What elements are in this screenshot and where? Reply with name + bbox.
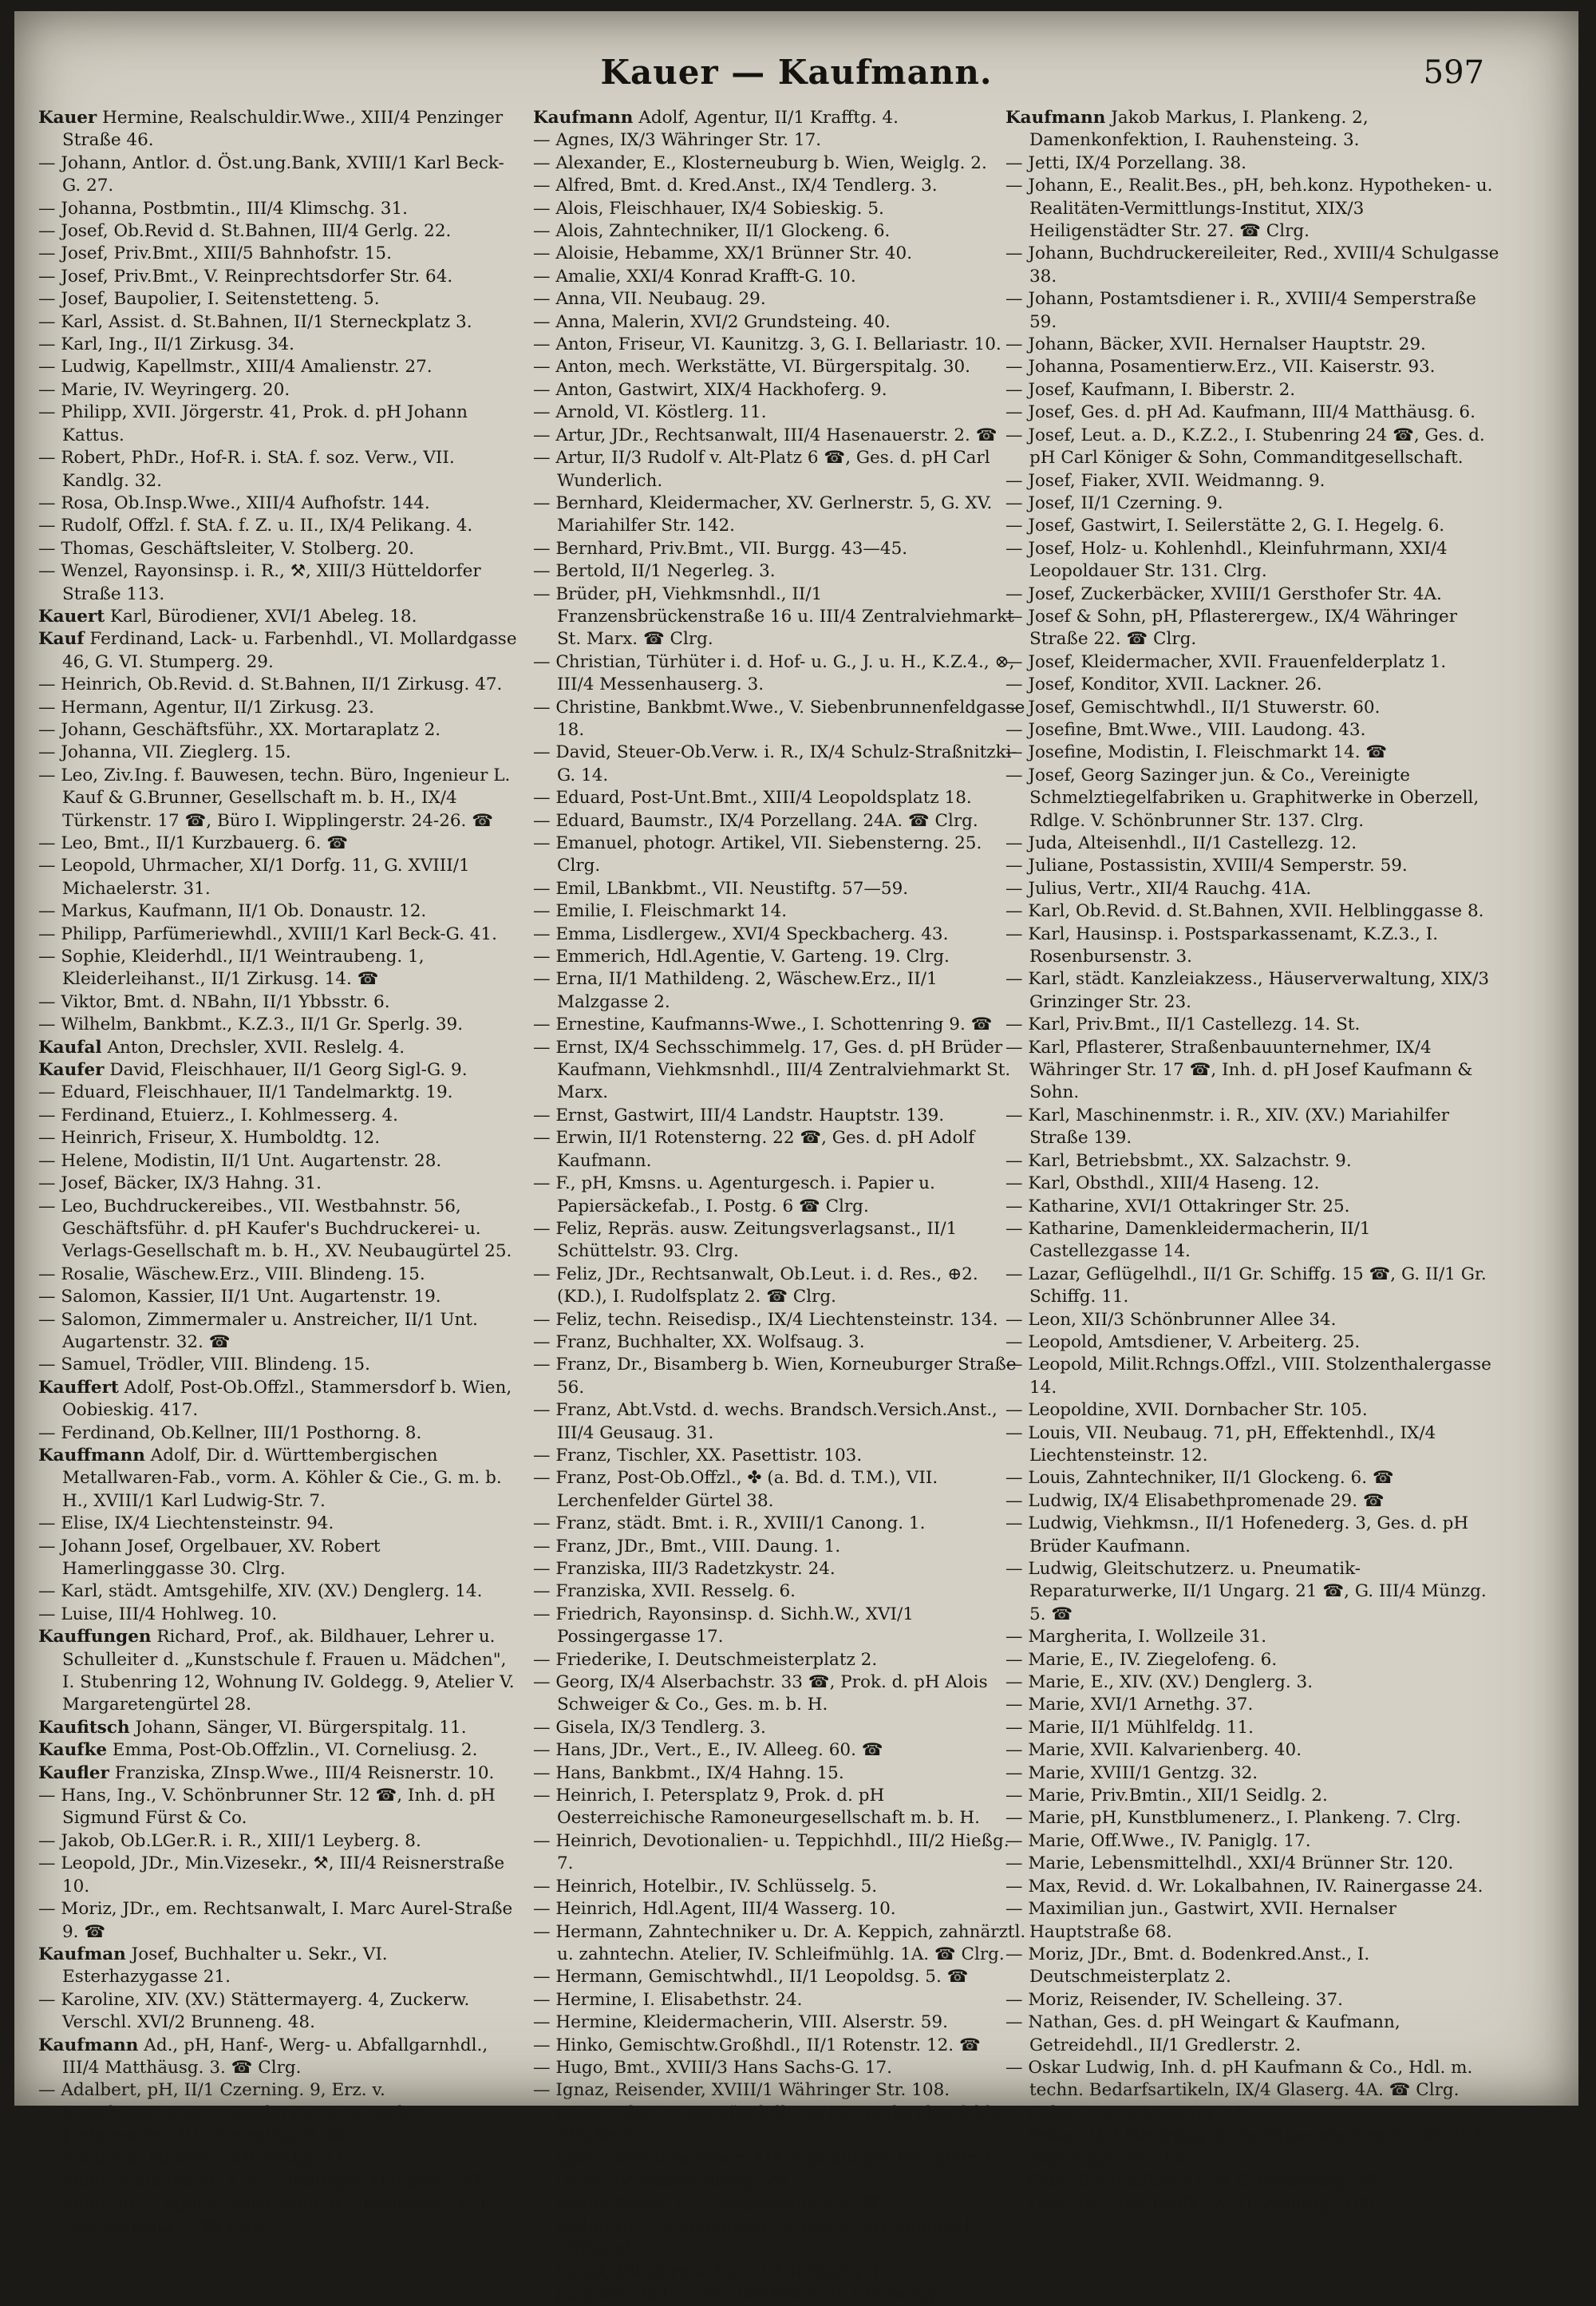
directory-entry: — Johann, Bäcker, XVII. Hernalser Hauptstr. 29. [1005, 334, 1426, 355]
directory-entry: Kaufal Anton, Drechsler, XVII. Reslelg. 4. [38, 1037, 405, 1058]
directory-entry: — Hugo, Bmt., XVIII/3 Hans Sachs-G. 17. [533, 2057, 892, 2078]
surname-headword: Kaufal [38, 1037, 102, 1058]
directory-entry: — Ludwig, Viehkmsn., II/1 Hofenederg. 3, Ges. d. pH Brüder Kaufmann. [1005, 1513, 1469, 1556]
directory-entry: — Josef & Sohn, pH, Pflasterergew., IX/4 Währinger Straße 22. ☎ Clrg. [1005, 606, 1457, 650]
directory-entry: — Alfred, Bmt. d. Kred.Anst., IX/4 Tendlerg. 3. [533, 176, 938, 196]
directory-entry: — Ignaz, Reisender, XVIII/1 Währinger Str. 108. [533, 2080, 950, 2101]
directory-entry: — Hans, Bankbmt., IX/4 Hahng. 15. [533, 1762, 844, 1783]
directory-entry: — Leopold, JDr., Min.Vizesekr., ⚒, III/4 Reisnerstraße 10. [38, 1853, 505, 1897]
directory-entry: — Johanna, VII. Zieglerg. 15. [38, 742, 291, 763]
directory-entry: — Josef, Baupolier, I. Seitenstetteng. 5. [38, 289, 380, 310]
directory-entry: — Franz, Abt.Vstd. d. wechs. Brandsch.Versich.Anst., III/4 Geusaug. 31. [533, 1400, 998, 1443]
directory-entry: — F., pH, Kmsns. u. Agenturgesch. i. Papier u. Papiersäckefab., I. Postg. 6 ☎ Clrg. [533, 1173, 935, 1216]
directory-entry: — Hermine, Kleidermacherin, VIII. Alserstr. 59. [533, 2012, 948, 2033]
directory-entry: — Josef, Leut. a. D., K.Z.2., I. Stubenring 24 ☎, Ges. d. pH Carl Königer & Sohn, Commanditgesellschaft. [1005, 425, 1485, 469]
directory-entry: — Josef, Holz- u. Kohlenhdl., Kleinfuhrmann, XXI/4 Leopoldauer Str. 131. Clrg. [1005, 538, 1448, 582]
directory-entry: — Johann Josef, Orgelbauer, XV. Robert Hamerlinggasse 30. Clrg. [38, 1536, 381, 1579]
directory-entry: — Franz, Tischler, XX. Pasettistr. 103. [533, 1445, 863, 1465]
directory-entry: — Rosa, Ob.Insp.Wwe., XIII/4 Aufhofstr. 144. [38, 492, 430, 513]
directory-entry: — Hinko, Gemischtw.Großhdl., II/1 Rotenstr. 12. ☎ [533, 2035, 981, 2055]
directory-entry: — Eduard, Post-Unt.Bmt., XIII/4 Leopoldsplatz 18. [533, 788, 972, 809]
directory-entry: — Emilie, I. Fleischmarkt 14. [533, 901, 788, 922]
directory-entry: — Karl, Hausinsp. i. Postsparkassenamt, K.Z.3., I. Rosenbursenstr. 3. [1005, 924, 1439, 967]
directory-entry: — Marie, Off.Wwe., IV. Paniglg. 17. [1005, 1830, 1311, 1851]
directory-entry: — Karl, Priv.Bmt., II/1 Castellezg. 14. St. [1005, 1015, 1361, 1035]
surname-headword: Kauf [38, 629, 85, 650]
directory-entry: — Leopold, Milit.Rchngs.Offzl., VIII. Stolzenthalergasse 14. [1005, 1355, 1491, 1398]
directory-entry: — Marie, XVI/1 Arnethg. 37. [1005, 1695, 1254, 1715]
directory-entry: — Marie, Priv.Bmtin., XII/1 Seidlg. 2. [1005, 1786, 1328, 1806]
directory-entry: — Heinrich, Friseur, X. Humboldtg. 12. [38, 1128, 381, 1149]
directory-entry: — Juliane, Postassistin, XVIII/4 Semperstr. 59. [1005, 856, 1408, 876]
directory-entry: — Heinrich, Hdl.Agent, III/4 Wasserg. 10. [533, 1899, 896, 1920]
directory-entry: — Adolf, Amtsdiener, XIX/1 Döblinger Hauptstr. 20. [38, 2170, 486, 2191]
directory-entry: — Agnes, IX/3 Währinger Str. 17. [533, 130, 822, 151]
directory-entry: — Hans, JDr., Vert., E., IV. Alleeg. 60. ☎ [533, 1740, 883, 1761]
directory-entry: — Karl, Pflasterer, Straßenbauunternehmer, IX/4 Währinger Str. 17 ☎, Inh. d. pH Josef Kaufmann & Sohn. [1005, 1037, 1473, 1103]
directory-entry: — Marie, XVIII/1 Gentzg. 32. [1005, 1762, 1258, 1783]
directory-entry: Kaufmann Adolf, Agentur, II/1 Krafftg. 4. [533, 108, 899, 128]
directory-entry: — Karoline, XIV. (XV.) Stättermayerg. 4, Zuckerw. Verschl. XVI/2 Brunneng. 48. [38, 1989, 470, 2033]
directory-entry: — Franz, Buchhalter, XX. Wolfsaug. 3. [533, 1331, 865, 1352]
directory-entry: Kauf Ferdinand, Lack- u. Farbenhdl., VI. Mollardgasse 46, G. VI. Stumperg. 29. [38, 629, 517, 672]
directory-entry: — Wenzel, Rayonsinsp. i. R., ⚒, XIII/3 Hütteldorfer Straße 113. [38, 561, 481, 604]
directory-entry: — Nathan, Ges. d. pH Weingart & Kaufmann, Getreidehdl., II/1 Gredlerstr. 2. [1005, 2012, 1400, 2055]
directory-entry: — Friedrich, Rayonsinsp. d. Sichh.W., XVI/1 Possingergasse 17. [533, 1604, 914, 1647]
directory-entry: — Brüder, pH, Viehkmsnhdl., II/1 Franzensbrückenstraße 16 u. III/4 Zentralviehmarkt St. Marx. ☎ Clrg. [533, 583, 1014, 650]
directory-entry: — Amalie, XXI/4 Konrad Krafft-G. 10. [533, 266, 856, 287]
directory-entry: — Franz, städt. Bmt. i. R., XVIII/1 Canong. 1. [533, 1513, 926, 1534]
directory-entry: — Emanuel, photogr. Artikel, VII. Siebensterng. 25. Clrg. [533, 833, 982, 876]
directory-entry: — Hans, Ing., V. Schönbrunner Str. 12 ☎, Inh. d. pH Sigmund Fürst & Co. [38, 1786, 496, 1829]
directory-entry: — Philipp, Parfümeriewhdl., XVIII/1 Karl Beck-G. 41. [38, 924, 497, 944]
directory-entry: — Erwin, II/1 Rotensterng. 22 ☎, Ges. d. pH Adolf Kaufmann. [533, 1128, 975, 1171]
directory-entry: — Gisela, IX/3 Tendlerg. 3. [533, 1717, 766, 1738]
directory-entry: — Leopold, Amtsdiener, V. Arbeiterg. 25. [1005, 1331, 1361, 1352]
directory-entry: — Elise, IX/4 Liechtensteinstr. 94. [38, 1513, 334, 1534]
directory-entry: — Karl, Ing., II/1 Zirkusg. 34. [38, 334, 295, 355]
surname-headword: Kaufmann [38, 2035, 139, 2055]
page-header [14, 53, 1578, 109]
directory-entry: — Josef, Georg Sazinger jun. & Co., Vereinigte Schmelztiegelfabriken u. Graphitwerke in Oberzell, Rdlge. V. Schönbrunner Str. 137. Clrg. [1005, 765, 1479, 831]
directory-entry: — Bernhard, Kleidermacher, XV. Gerlnerstr. 5, G. XV. Mariahilfer Str. 142. [533, 492, 993, 536]
surname-headword: Kaufer [38, 1060, 105, 1081]
directory-entry: — Ignaz, Kleidermacher, XIX/3 Döblinger Hauptstr. 61. [533, 2148, 1013, 2169]
directory-entry: — Karl, städt. Kanzleiakzess., Häuserverwaltung, XIX/3 Grinzinger Str. 23. [1005, 969, 1490, 1012]
column-left [38, 107, 517, 2237]
directory-entry: — Johann, Geschäftsführ., XX. Mortaraplatz 2. [38, 719, 441, 740]
directory-entry: — Adalbert, pH, II/1 Czerning. 9, Erz. v. Maschinenriemen, Sattlerwaren u. techn. Lederwaren, II/1 Czerning. 9. ☎ [38, 2080, 425, 2146]
surname-headword: Kaufmann [533, 108, 634, 128]
directory-entry: — Alexander, E., Klosterneuburg b. Wien, Weiglg. 2. [533, 152, 987, 173]
directory-entry: — Bernhard, Priv.Bmt., VII. Burgg. 43—45. [533, 538, 908, 559]
directory-entry: — Jacques, Bmt. d. Wr. Bank-Ver., II/1 Robertg. 2. [533, 2284, 963, 2304]
directory-entry: — Moriz, JDr., em. Rechtsanwalt, I. Marc Aurel-Straße 9. ☎ [38, 1899, 513, 1942]
directory-entry: — Moriz, Reisender, IV. Schelleing. 37. [1005, 1989, 1343, 2010]
directory-entry: — Josef, Ob.Revid d. St.Bahnen, III/4 Gerlg. 22. [38, 221, 452, 242]
directory-entry: — Leon, XII/3 Schönbrunner Allee 34. [1005, 1309, 1337, 1330]
directory-entry: — Aloisie, Hebamme, XX/1 Brünner Str. 40. [533, 243, 913, 264]
directory-entry: — Karl, Betriebsbmt., XX. Salzachstr. 9. [1005, 1150, 1352, 1171]
directory-entry: Kaufmann Jakob Markus, I. Plankeng. 2, Damenkonfektion, I. Rauhensteing. 3. [1005, 108, 1369, 151]
column-right [1005, 107, 1500, 2214]
directory-entry: — Josef, Ges. d. pH Ad. Kaufmann, III/4 Matthäusg. 6. [1005, 402, 1476, 423]
directory-entry: — Isidor, Maler, II/1 Leopoldsplatz 3. ☎ [533, 2193, 882, 2214]
directory-entry: — Otto, Buchhalter, XVI/4 Grundsteing. 32. [1005, 2170, 1383, 2191]
directory-entry: — Franz, JDr., Bmt., VIII. Daung. 1. [533, 1536, 841, 1556]
directory-entry: — Anton, mech. Werkstätte, VI. Bürgerspitalg. 30. [533, 357, 971, 378]
directory-entry: — Julius, Vertr., XII/4 Rauchg. 41A. [1005, 878, 1312, 899]
directory-entry: Kaufmann Ad., pH, Hanf-, Werg- u. Abfallgarnhdl., III/4 Matthäusg. 3. ☎ Clrg. [38, 2035, 488, 2078]
directory-entry: — Alois, Zahntechniker, II/1 Glockeng. 6. [533, 221, 891, 242]
page-number: 597 [1423, 54, 1484, 91]
directory-entry: — Alois, Fleischhauer, IX/4 Sobieskig. 5. [533, 198, 884, 219]
directory-entry: Kaufke Emma, Post-Ob.Offzlin., VI. Corneliusg. 2. [38, 1740, 478, 1761]
surname-headword: Kauert [38, 606, 105, 627]
directory-entry: — Leo, Bmt., II/1 Kurzbauerg. 6. ☎ [38, 833, 349, 853]
directory-entry: — Feliz, techn. Reisedisp., IX/4 Liechtensteinstr. 134. [533, 1309, 998, 1330]
directory-entry: — Isidor, II/1 Lichtenauerg. 9, Inh. d. pH Emanuel Mühlrad. [533, 2216, 970, 2260]
directory-entry: — Marie, IV. Weyringerg. 20. [38, 379, 290, 400]
directory-entry: Kauffmann Adolf, Dir. d. Württembergischen Metallwaren-Fab., vorm. A. Köhler & Cie., G. m. b. H., XVIII/1 Karl Ludwig-Str. 7. [38, 1445, 502, 1511]
directory-entry: — Artur, II/3 Rudolf v. Alt-Platz 6 ☎, Ges. d. pH Carl Wunderlich. [533, 448, 990, 491]
directory-entry: — Anna, Malerin, XVI/2 Grundsteing. 40. [533, 311, 891, 332]
directory-entry: — Max, Revid. d. Wr. Lokalbahnen, IV. Rainergasse 24. [1005, 1876, 1483, 1897]
directory-entry: — Heinrich, I. Petersplatz 9, Prok. d. pH Oesterreichische Ramoneurgesellschaft m. b. H. [533, 1786, 980, 1829]
directory-entry: — Johanna, Posamentierw.Erz., VII. Kaiserstr. 93. [1005, 357, 1436, 378]
directory-entry: — Artur, JDr., Rechtsanwalt, III/4 Hasenauerstr. 2. ☎ [533, 425, 998, 445]
directory-entry: — Oskar Ludwig, Inh. d. pH Kaufmann & Co., Hdl. m. techn. Bedarfsartikeln, IX/4 Glaserg. 4A. ☎ Clrg. [1005, 2057, 1473, 2101]
surname-headword: Kauffmann [38, 1445, 145, 1465]
directory-entry: — Johann, E., Realit.Bes., pH, beh.konz. Hypotheken- u. Realitäten-Vermittlungs-Institut, XIX/3 Heiligenstädter Str. 27. ☎ Clrg. [1005, 176, 1493, 242]
directory-entry: — Jetti, IX/4 Porzellang. 38. [1005, 152, 1246, 173]
directory-entry: — Ludwig, IX/4 Elisabethpromenade 29. ☎ [1005, 1490, 1385, 1511]
directory-entry: — Josef, II/1 Czerning. 9. [1005, 492, 1223, 513]
directory-entry: — Josef, Priv.Bmt., XIII/5 Bahnhofstr. 15. [38, 243, 392, 264]
directory-entry: — Marie, Lebensmittelhdl., XXI/4 Brünner Str. 120. [1005, 1853, 1454, 1874]
directory-entry: — Rudolf, Offzl. f. StA. f. Z. u. II., IX/4 Pelikang. 4. [38, 516, 473, 536]
directory-entry: — Viktor, Bmt. d. NBahn, II/1 Ybbsstr. 6. [38, 991, 390, 1012]
directory-entry: — Rosalie, Wäschew.Erz., VIII. Blindeng. 15. [38, 1264, 425, 1284]
directory-entry: Kauer Hermine, Realschuldir.Wwe., XIII/4 Penzinger Straße 46. [38, 108, 504, 151]
directory-entry: — Johanna, Postbmtin., III/4 Klimschg. 31. [38, 198, 408, 219]
directory-entry: — Sophie, Kleiderhdl., II/1 Weintraubeng. 1, Kleiderleihanst., II/1 Zirkusg. 14. ☎ [38, 947, 425, 990]
directory-entry: — Juda, Alteisenhdl., II/1 Castellezg. 12. [1005, 833, 1357, 853]
surname-headword: Kauffungen [38, 1627, 152, 1647]
directory-entry: — Feliz, JDr., Rechtsanwalt, Ob.Leut. i. d. Res., ⊕2. (KD.), I. Rudolfsplatz 2. ☎ Clrg. [533, 1264, 978, 1307]
directory-entry: — Leo, Buchdruckereibes., VII. Westbahnstr. 56, Geschäftsführ. d. pH Kaufer's Buchdruckerei- u. Verlags-Gesellschaft m. b. H., XV. Neubaugürtel 25. [38, 1196, 512, 1262]
directory-entry: Kaufitsch Johann, Sänger, VI. Bürgerspitalg. 11. [38, 1717, 467, 1738]
surname-headword: Kaufmann [1005, 108, 1106, 128]
directory-entry: — Marie, pH, Kunstblumenerz., I. Plankeng. 7. Clrg. [1005, 1808, 1461, 1829]
directory-entry: — Emma, Lisdlergew., XVI/4 Speckbacherg. 43. [533, 924, 949, 944]
surname-headword: Kauffert [38, 1377, 119, 1398]
directory-entry: — Adelheid, Näherin, XV. Zinkg. 11. [38, 2148, 352, 2169]
directory-entry: — Marie, II/1 Mühlfeldg. 11. [1005, 1717, 1254, 1738]
directory-entry: — Bertold, II/1 Negerleg. 3. [533, 561, 776, 582]
directory-entry: Kaufer David, Fleischhauer, II/1 Georg Sigl-G. 9. [38, 1060, 468, 1081]
directory-entry: — Katharine, Damenkleidermacherin, II/1 Castellezgasse 14. [1005, 1218, 1371, 1262]
directory-entry: Kauert Karl, Bürodiener, XVI/1 Abeleg. 18. [38, 606, 417, 627]
directory-entry: — Franz, Dr., Bisamberg b. Wien, Korneuburger Straße 56. [533, 1355, 1017, 1398]
directory-entry: — Oskar, XVIII/4 Steing. 14. [1005, 2102, 1250, 2123]
directory-entry: — Ludwig, Kapellmstr., XIII/4 Amalienstr. 27. [38, 357, 433, 378]
directory-entry: — Eduard, Fleischhauer, II/1 Tandelmarktg. 19. [38, 1082, 453, 1103]
directory-entry: — Hermine, I. Elisabethstr. 24. [533, 1989, 803, 2010]
directory-entry: — Oskar, II/3 Nestroyg. 3, Parfümeriew.Gesch., XVIII/1 Währinger Str. 143. [1005, 2126, 1484, 2169]
directory-page [14, 11, 1578, 2304]
directory-entry: — Josefine, Bmt.Wwe., VIII. Laudong. 43. [1005, 719, 1366, 740]
directory-entry: — Josef, Bäcker, IX/3 Hahng. 31. [38, 1173, 322, 1194]
directory-entry: — Arnold, VI. Köstlerg. 11. [533, 402, 767, 423]
directory-entry: — Christine, Bankbmt.Wwe., V. Siebenbrunnenfeldgasse 18. [533, 697, 1025, 740]
directory-entry: — Markus, Kaufmann, II/1 Ob. Donaustr. 12. [38, 901, 427, 922]
directory-entry: — Josef, Priv.Bmt., V. Reinprechtsdorfer Str. 64. [38, 266, 453, 287]
directory-entry: Kaufman Josef, Buchhalter u. Sekr., VI. Esterhazygasse 21. [38, 1944, 388, 1988]
directory-entry: — Luise, III/4 Hohlweg. 10. [38, 1604, 278, 1624]
directory-entry: — Franziska, III/3 Radetzkystr. 24. [533, 1559, 836, 1579]
directory-entry: — Adolf, pH, Lager v. Schafwolle u. Tierhaaren, II/1 Czerninplatz 1. ☎ Clrg. [38, 2193, 489, 2237]
directory-entry: — Franziska, XVII. Resselg. 6. [533, 1581, 796, 1602]
directory-entry: — Thomas, Geschäftsleiter, V. Stolberg. 20. [38, 538, 415, 559]
directory-entry: — Karl, Assist. d. St.Bahnen, II/1 Sterneckplatz 3. [38, 311, 472, 332]
directory-entry: — Ignaz, Obst- u. Gemüsehdl., XVI/2 Neulerchenfelder Straße 51. [533, 2102, 1009, 2146]
directory-entry: — Salomon, Kassier, II/1 Unt. Augartenstr. 19. [38, 1287, 441, 1307]
directory-entry: — Marie, E., XIV. (XV.) Denglerg. 3. [1005, 1672, 1314, 1693]
directory-entry: — Katharine, XVI/1 Ottakringer Str. 25. [1005, 1196, 1350, 1216]
directory-entry: Kauffungen Richard, Prof., ak. Bildhauer, Lehrer u. Schulleiter d. „Kunstschule f. Frauen u. Mädchen", I. Stubenring 12, Wohnung IV. Goldegg. 9, Atelier V. Margaretengürtel 28. [38, 1627, 515, 1715]
directory-entry: — Ferdinand, Etuierz., I. Kohlmesserg. 4. [38, 1105, 398, 1125]
directory-entry: — Israel, Kleidermacher, II/1 Robertg. 1. [533, 2261, 888, 2282]
directory-entry: — Josef, Konditor, XVII. Lackner. 26. [1005, 674, 1322, 695]
directory-entry: — Ludwig, Gleitschutzerz. u. Pneumatik-Reparaturwerke, II/1 Ungarg. 21 ☎, G. III/4 Münzg. 5. ☎ [1005, 1559, 1487, 1624]
directory-entry: — Marie, XVII. Kalvarienberg. 40. [1005, 1740, 1302, 1761]
directory-entry: — Leo, Ziv.Ing. f. Bauwesen, techn. Büro, Ingenieur L. Kauf & G.Brunner, Gesellschaft m. b. H., IX/4 Türkenstr. 17 ☎, Büro I. Wipplingerstr. 24-26. ☎ [38, 765, 511, 831]
directory-entry: — Hermann, Zahntechniker u. Dr. A. Keppich, zahnärztl. u. zahntechn. Atelier, IV. Schleifmühlg. 1A. ☎ Clrg. [533, 1921, 1026, 1964]
directory-entry: — Anton, Gastwirt, XIX/4 Hackhoferg. 9. [533, 379, 887, 400]
directory-entry: — Robert, PhDr., Hof-R. i. StA. f. soz. Verw., VII. Kandlg. 32. [38, 448, 455, 491]
directory-entry: — Josefine, Modistin, I. Fleischmarkt 14. ☎ [1005, 742, 1388, 763]
directory-entry: — Helene, Modistin, II/1 Unt. Augartenstr. 28. [38, 1150, 442, 1171]
directory-entry: — Louis, Zahntechniker, II/1 Glockeng. 6. ☎ [1005, 1468, 1394, 1489]
directory-entry: — Heinrich, Devotionalien- u. Teppichhdl., III/2 Hießg. 7. [533, 1830, 1009, 1874]
directory-entry: — Moriz, JDr., Bmt. d. Bodenkred.Anst., I. Deutschmeisterplatz 2. [1005, 1944, 1370, 1988]
directory-entry: — Josef, Gemischtwhdl., II/1 Stuwerstr. 60. [1005, 697, 1381, 718]
directory-entry: — Johann, Buchdruckereileiter, Red., XVIII/4 Schulgasse 38. [1005, 243, 1499, 287]
directory-entry: — Eduard, Baumstr., IX/4 Porzellang. 24A. ☎ Clrg. [533, 810, 978, 831]
directory-entry: — Philipp, XVII. Jörgerstr. 41, Prok. d. pH Johann Kattus. [38, 402, 468, 445]
directory-entry: — Samuel, Trödler, VIII. Blindeng. 15. [38, 1355, 370, 1375]
directory-entry: — Heinrich, Hotelbir., IV. Schlüsselg. 5. [533, 1876, 878, 1897]
directory-entry: — Otto, Dr., gef. Heilk., XVII. Zeillerg. 100. [1005, 2193, 1381, 2214]
directory-entry: — Erna, II/1 Mathildeng. 2, Wäschew.Erz., II/1 Malzgasse 2. [533, 969, 938, 1012]
surname-headword: Kaufitsch [38, 1717, 130, 1738]
directory-entry: — Margherita, I. Wollzeile 31. [1005, 1627, 1267, 1647]
directory-entry: — Josef, Gastwirt, I. Seilerstätte 2, G. I. Hegelg. 6. [1005, 516, 1445, 536]
directory-entry: — Jakob, Ob.LGer.R. i. R., XIII/1 Leyberg. 8. [38, 1830, 421, 1851]
directory-entry: — Wilhelm, Bankbmt., K.Z.3., II/1 Gr. Sperlg. 39. [38, 1015, 464, 1035]
directory-entry: — Karl, Maschinenmstr. i. R., XIV. (XV.) Mariahilfer Straße 139. [1005, 1105, 1450, 1149]
directory-entry: — Marie, E., IV. Ziegelofeng. 6. [1005, 1649, 1278, 1670]
directory-entry: — Emmerich, Hdl.Agentie, V. Garteng. 19. Clrg. [533, 947, 950, 967]
directory-entry: — Josef, Zuckerbäcker, XVIII/1 Gersthofer Str. 4A. [1005, 583, 1442, 604]
directory-entry: Kaufler Franziska, ZInsp.Wwe., III/4 Reisnerstr. 10. [38, 1762, 495, 1783]
directory-entry: — Johann, Antlor. d. Öst.ung.Bank, XVIII/1 Karl Beck-G. 27. [38, 152, 504, 196]
directory-entry: — Maximilian jun., Gastwirt, XVII. Hernalser Hauptstraße 68. [1005, 1899, 1396, 1942]
directory-entry: — Hermann, Gemischtwhdl., II/1 Leopoldsg. 5. ☎ [533, 1967, 969, 1988]
directory-entry: — Josef, Kleidermacher, XVII. Frauenfelderplatz 1. [1005, 651, 1447, 672]
directory-entry: — Karl, Obsthdl., XIII/4 Haseng. 12. [1005, 1173, 1320, 1194]
directory-entry: — David, Steuer-Ob.Verw. i. R., IX/4 Schulz-Straßnitzki-G. 14. [533, 742, 1017, 785]
directory-entry: — Lazar, Geflügelhdl., II/1 Gr. Schiffg. 15 ☎, G. II/1 Gr. Schiffg. 11. [1005, 1264, 1487, 1307]
directory-entry: — Franz, Post-Ob.Offzl., ✤ (a. Bd. d. T.M.), VII. Lerchenfelder Gürtel 38. [533, 1468, 938, 1511]
directory-entry: — Karl, Ob.Revid. d. St.Bahnen, XVII. Helblinggasse 8. [1005, 901, 1484, 922]
directory-entry: — Josef, Fiaker, XVII. Weidmanng. 9. [1005, 470, 1325, 491]
directory-entry: — Anton, Friseur, VI. Kaunitzg. 3, G. I. Bellariastr. 10. [533, 334, 1001, 355]
directory-entry: — Christian, Türhüter i. d. Hof- u. G., J. u. H., K.Z.4., ⊗, III/4 Messenhauserg. 3. [533, 651, 1015, 695]
directory-entry: — Irene, IV. Starhemberg. 26. [533, 2170, 793, 2191]
directory-entry: — Anna, VII. Neubaug. 29. [533, 289, 766, 310]
column-middle [533, 107, 1028, 2304]
directory-entry: — Salomon, Zimmermaler u. Anstreicher, II/1 Unt. Augartenstr. 32. ☎ [38, 1309, 478, 1352]
directory-entry: — Leopold, Uhrmacher, XI/1 Dorfg. 11, G. XVIII/1 Michaelerstr. 31. [38, 856, 470, 899]
directory-entry: — Louis, VII. Neubaug. 71, pH, Effektenhdl., IX/4 Liechtensteinstr. 12. [1005, 1422, 1436, 1465]
directory-entry: — Heinrich, Ob.Revid. d. St.Bahnen, II/1 Zirkusg. 47. [38, 674, 503, 695]
directory-entry: Kauffert Adolf, Post-Ob.Offzl., Stammersdorf b. Wien, Oobieskig. 417. [38, 1377, 512, 1421]
directory-entry: — Josef, Kaufmann, I. Biberstr. 2. [1005, 379, 1296, 400]
directory-entry: — Hermann, Agentur, II/1 Zirkusg. 23. [38, 697, 374, 718]
directory-entry: — Friederike, I. Deutschmeisterplatz 2. [533, 1649, 878, 1670]
directory-entry: — Ernestine, Kaufmanns-Wwe., I. Schottenring 9. ☎ [533, 1015, 993, 1035]
surname-headword: Kaufke [38, 1740, 108, 1761]
running-head: Kauer — Kaufmann. [600, 53, 993, 92]
directory-entry: — Ernst, Gastwirt, III/4 Landstr. Hauptstr. 139. [533, 1105, 945, 1125]
directory-entry: — Ernst, IX/4 Sechsschimmelg. 17, Ges. d. pH Brüder Kaufmann, Viehkmsnhdl., III/4 Zentralviehmarkt St. Marx. [533, 1037, 1011, 1103]
directory-entry: — Leopoldine, XVII. Dornbacher Str. 105. [1005, 1400, 1368, 1421]
directory-entry: — Emil, LBankbmt., VII. Neustiftg. 57—59. [533, 878, 909, 899]
directory-entry: — Georg, IX/4 Alserbachstr. 33 ☎, Prok. d. pH Alois Schweiger & Co., Ges. m. b. H. [533, 1672, 988, 1715]
directory-entry: — Johann, Postamtsdiener i. R., XVIII/4 Semperstraße 59. [1005, 289, 1476, 332]
surname-headword: Kaufman [38, 1944, 126, 1964]
directory-entry: — Feliz, Repräs. ausw. Zeitungsverlagsanst., II/1 Schüttelstr. 93. Clrg. [533, 1218, 958, 1262]
directory-entry: — Ferdinand, Ob.Kellner, III/1 Posthorng. 8. [38, 1422, 422, 1443]
surname-headword: Kauer [38, 108, 97, 128]
directory-entry: — Karl, städt. Amtsgehilfe, XIV. (XV.) Denglerg. 14. [38, 1581, 483, 1602]
surname-headword: Kaufler [38, 1762, 109, 1783]
